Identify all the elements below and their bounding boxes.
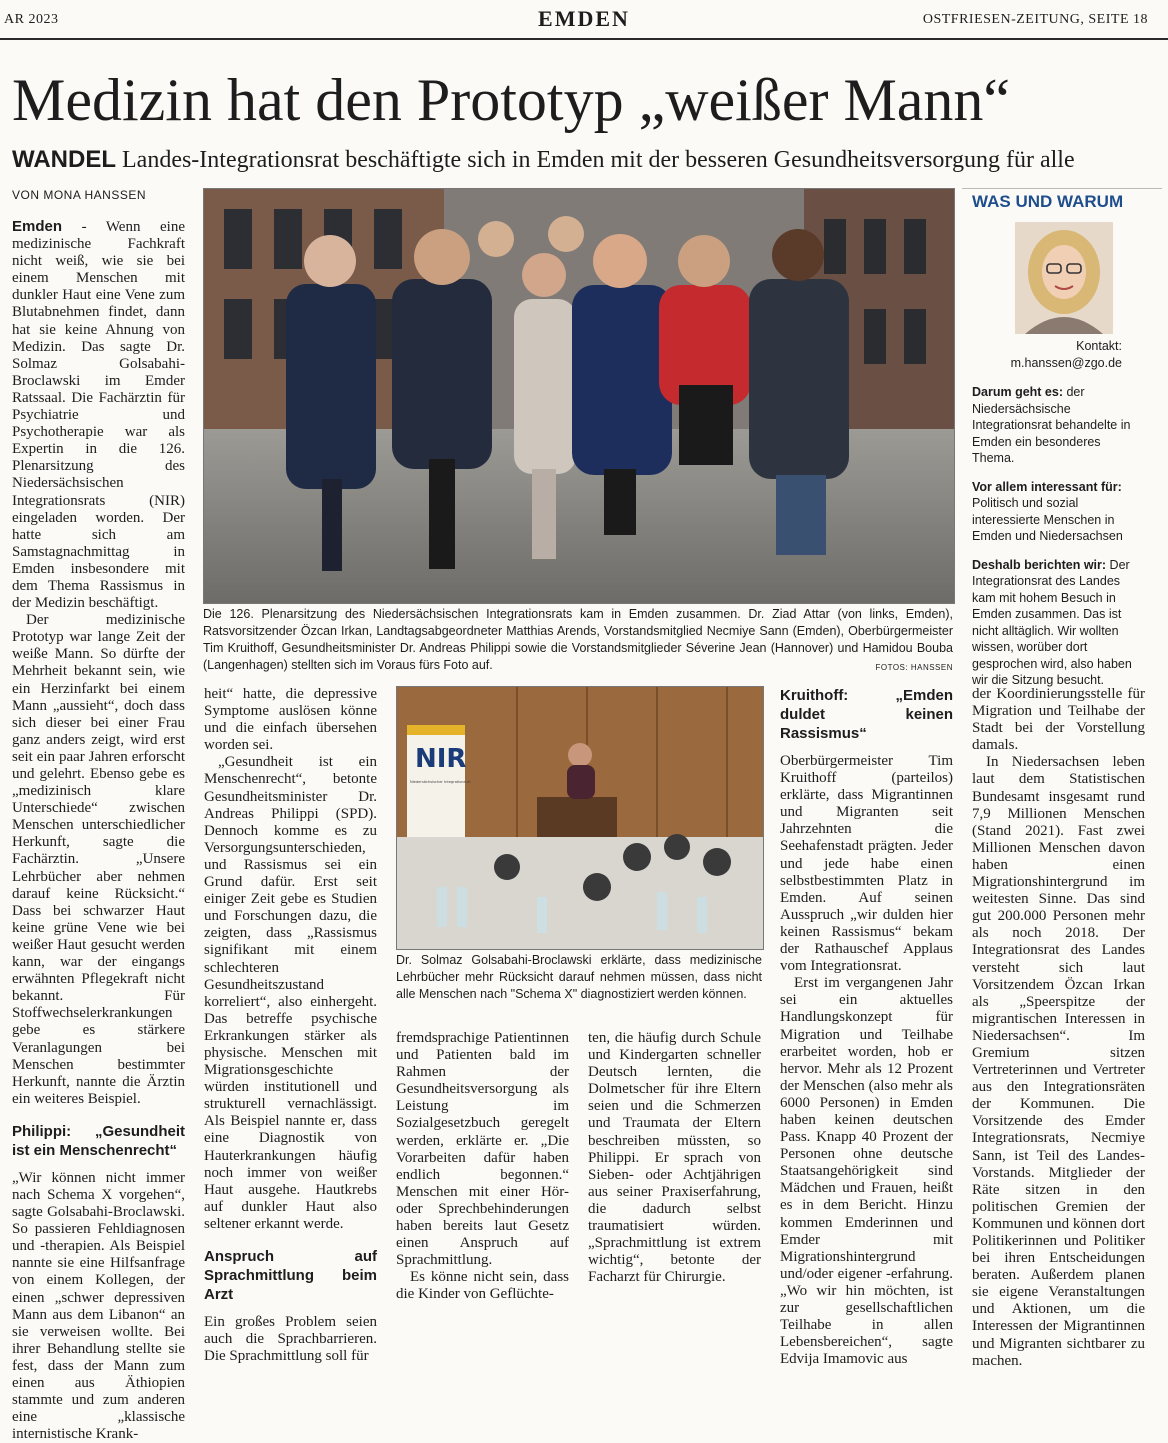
group-photo-illustration xyxy=(204,189,954,603)
dateline: Emden xyxy=(12,218,63,235)
subhead-kruithoff: Kruithoff: „Emden duldet keinen Rassismus“ xyxy=(780,687,953,742)
subheadline-text: Landes-Integrationsrat beschäftigte sich in Emden mit der besseren Gesundheitsversorgung für alle xyxy=(122,147,1075,173)
paragraph: Der medizinische Prototyp war lange Zeit der weiße Mann. So dürfte der Mehrheit bekannt sein, wie ein Herzinfarkt bei einem Mann „aussieht“, doch dass sich dieser bei einer Frau ganz anders zeigt, wird erst seit ein paar Jahren erforscht und gelehrt. Ebenso gebe es „medizinisch klare Unterschiede“ zwischen Menschen unterschiedlicher Herkunft, sagte die Fachärztin. „Unsere Lehrbücher aber nehmen darauf keine Rücksicht.“ Dass bei schwarzer Haut keine grüne Vene wie bei weißer Haut gesucht werden kann, war der eingangs erwähnten Pflegekraft nicht bekannt. Für Stoffwechselerkrankungen gebe es stärkere Veranlagungen bei Menschen bestimmter Herkunft, nannte die Ärztin ein weiteres Beispiel. xyxy=(12,612,185,1107)
sidebar-paragraph: Darum geht es: der Niedersächsische Integrationsrat behandelte in Emden ein besonderes Thema. xyxy=(972,385,1131,465)
column-4 xyxy=(588,1030,761,1286)
sidebar-paragraph: Vor allem interessant für: Politisch und sozial interessierte Menschen in Emden und Niedersachsen xyxy=(972,479,1123,543)
nir-banner-text: Niedersächsischer Integrationsrat xyxy=(410,780,471,784)
speaker-photo-illustration xyxy=(397,687,763,949)
author-portrait xyxy=(1015,222,1113,334)
paragraph: der Koordinierungsstelle für Migration und Teilhabe der Stadt bei der Vorstellung damals. xyxy=(972,686,1145,754)
author-byline: VON MONA HANSSEN xyxy=(12,188,147,202)
paragraph: „Gesundheit ist ein Menschenrecht“, betonte Gesundheitsminister Dr. Andreas Philippi (SPD). Dennoch komme es zu Versorgungsunterschieden, und Rassismus sei ein Grund dafür. Erst seit einiger Zeit gebe es Studien und Forschungen dazu, die zeigten, dass „Rassismus signifikant mit einem schlechteren Gesundheitszustand korreliert“, also einhergeht. Das betreffe psychische Erkrankungen stärker als physische. Menschen mit Migrationsgeschichte würden institutionell und strukturell vernachlässigt. Als Beispiel nannte er, dass eine Diagnostik von Hauterkrankungen häufig noch immer von weißer Haut ausgehe. Hautkrebs auf dunkler Haut also seltener erkannt werde. xyxy=(204,754,377,1232)
column-6 xyxy=(972,686,1145,1369)
author-portrait-illustration xyxy=(1015,222,1113,334)
kicker: WANDEL xyxy=(12,146,116,173)
nir-logo: NIR xyxy=(415,744,467,774)
paragraph: Ein großes Problem seien auch die Sprachbarrieren. Die Sprachmittlung soll für xyxy=(204,1314,377,1365)
photo-credit: FOTOS: HANSSEN xyxy=(875,663,953,672)
contact-label: Kontakt: xyxy=(1076,339,1122,353)
headline: Medizin hat den Prototyp „weißer Mann“ xyxy=(12,67,1011,133)
sidebar-contact xyxy=(972,338,1122,371)
paragraph: Erst im vergangenen Jahr sei ein aktuelles Handlungskonzept für Migration und Teilhabe erarbeitet worden, hob er hervor. Mehr als 12 Prozent der Menschen (also mehr als 6000 Personen) in Emden haben keinen deutschen Pass. Knapp 40 Prozent der Personen ohne deutsche Staatsangehörigkeit sind Mädchen und Frauen, heißt es in dem Bericht. Hinzu kommen Emderinnen und Emder mit Migrationshintergrund und/oder eigener -erfahrung. „Wo wir hin möchten, ist zur gesellschaftlichen Teilhabe in allen Lebensbereichen“, sagte Edvija Imamovic aus xyxy=(780,975,953,1368)
issue-date: AR 2023 xyxy=(4,12,59,27)
contact-email: m.hanssen@zgo.de xyxy=(1010,355,1122,370)
subhead-sprachmittlung: Anspruch auf Sprachmittlung beim Arzt xyxy=(204,1248,377,1303)
sidebar-rule xyxy=(962,188,1162,189)
paragraph: Oberbürgermeister Tim Kruithoff (parteilos) erklärte, dass Migrantinnen und Migranten seit Jahrzehnten die Seehafenstadt prägten. Jeder und jede habe einen selbstbestimmten Platz in Emden. Auf seinen Ausspruch „wir dulden hier keinen Rassismus“ bekam der Rathauschef Applaus vom Integrationsrat. xyxy=(780,753,953,975)
sidebar-title: WAS UND WARUM xyxy=(972,192,1124,211)
subheadline xyxy=(12,146,1162,174)
page-header xyxy=(0,0,1168,40)
sidebar-paragraph: Deshalb berichten wir: Der Integrationsrat des Landes kam mit hohem Besuch in Emden zusammen. Das ist nicht alltäglich. Wir wollten wissen, worüber dort gesprochen wird, also haben wir die Sitzung besucht. xyxy=(972,557,1132,687)
paragraph: ten, die häufig durch Schule und Kindergarten schneller Deutsch lernten, die Dolmetscher für ihre Eltern seien und die Schmerzen und Traumata der Eltern beschreiben müssten, so Philippi. Er sprach von Sieben- oder Achtjährigen aus seiner Praxiserfahrung, die dadurch selbst traumatisiert würden. „Sprachmittlung ist extrem wichtig“, betonte der Facharzt für Chirurgie. xyxy=(588,1030,761,1286)
column-1 xyxy=(12,218,185,1443)
column-2 xyxy=(204,686,377,1365)
paper-page: OSTFRIESEN-ZEITUNG, SEITE 18 xyxy=(922,12,1148,27)
speaker-photo-caption: Dr. Solmaz Golsabahi-Broclawski erklärte, dass medizinische Lehrbücher mehr Rücksicht darauf nehmen müssen, dass nicht alle Menschen nach "Schema X" diagnostiziert werden können. xyxy=(396,953,762,1001)
main-photo-caption: Die 126. Plenarsitzung des Niedersächsischen Integrationsrats kam in Emden zusammen. Dr. Ziad Attar (von links, Emden), Ratsvorsitzender Özcan Irkan, Landtagsabgeordneter Matthias Arends, Vorstandsmitglied Necmiye Sann (Emden), Oberbürgermeister Tim Kruithoff, Gesundheitsminister Dr. Andreas Philippi sowie die Vorstandsmitglieder Séverine Jean (Hannover) und Hamidou Bouba (Langenhagen) stellten sich im Voraus fürs Foto auf. FOTOS: HANSSEN xyxy=(203,606,953,676)
paragraph: heit“ hatte, die depressive Symptome auslösen könne und die einfach übersehen worden sei. xyxy=(204,686,377,754)
column-3 xyxy=(396,1030,569,1303)
paragraph: Es könne nicht sein, dass die Kinder von Geflüchte- xyxy=(396,1269,569,1303)
speaker-photo xyxy=(396,686,764,950)
group-photo xyxy=(203,188,955,604)
subhead-philippi: Philippi: „Gesundheit ist ein Menschenrecht“ xyxy=(12,1122,185,1159)
section-title: EMDEN xyxy=(538,6,630,31)
paragraph: Emden - Wenn eine medizinische Fachkraft nicht weiß, wie sie bei einem Menschen mit dunkler Haut eine Vene zum Blutabnehmen findet, dann hat sie keine Ahnung von Medizin. Das sagte Dr. Solmaz Golsabahi-Broclawski im Emder Ratssaal. Die Fachärztin für Psychiatrie und Psychotherapie war als Expertin in die 126. Plenarsitzung des Niedersächsischen Integrationsrats (NIR) eingeladen worden. Der hatte sich am Samstagnachmittag in Emden insbesondere mit dem Thema Rassismus in der Medizin beschäftigt. xyxy=(12,218,185,612)
sidebar-body xyxy=(972,384,1144,701)
paragraph: In Niedersachsen leben laut dem Statistischen Bundesamt insgesamt rund 7,9 Millionen Menschen (Stand 2021). Fast zwei Millionen Menschen davon haben einen Migrationshintergrund im weitesten Sinne. Das sind gut 200.000 Personen mehr als noch 2018. Der Integrationsrat des Landes versteht sich laut Vorsitzendem Özcan Irkan als „Speerspitze der migrantischen Interessen in Niedersachsen“. Im Gremium sitzen Vertreterinnen und Vertreter aus den Integrationsräten der Kommunen. Die Vorsitzende des Emder Integrationsrats, Necmiye Sann, ist Teil des Landes-Vorstands. Mitglieder der Räte sitzen in den politischen Gremien der Kommunen und können dort Politikerinnen und Politiker bei ihren Entscheidungen beraten. Außerdem planen sie eigene Veranstaltungen und Aktionen, um die Interessen der Migrantinnen und Migranten sichtbarer zu machen. xyxy=(972,754,1145,1369)
paragraph: fremdsprachige Patientinnen und Patienten bald im Rahmen der Gesundheitsversorgung als Leistung im Sozialgesetzbuch geregelt werden, erklärte er. „Die Vorarbeiten dafür haben endlich begonnen.“ Menschen mit einer Hör- oder Sprechbehinderungen haben bereits laut Gesetz einen Anspruch auf Sprachmittlung. xyxy=(396,1030,569,1269)
paragraph: „Wir können nicht immer nach Schema X vorgehen“, sagte Golsabahi-Broclawski. So passieren Fehldiagnosen und -therapien. Als Beispiel nannte sie eine Hilfsanfrage von einem Kollegen, der einen „schwer depressiven Mann aus dem Libanon“ an sie verweisen wollte. Bei ihrer Behandlung stellte sie fest, dass der Mann zum einen aus Äthiopien stammte und zum anderen eine „klassische internistische Krank- xyxy=(12,1169,185,1443)
column-5 xyxy=(780,686,953,1368)
